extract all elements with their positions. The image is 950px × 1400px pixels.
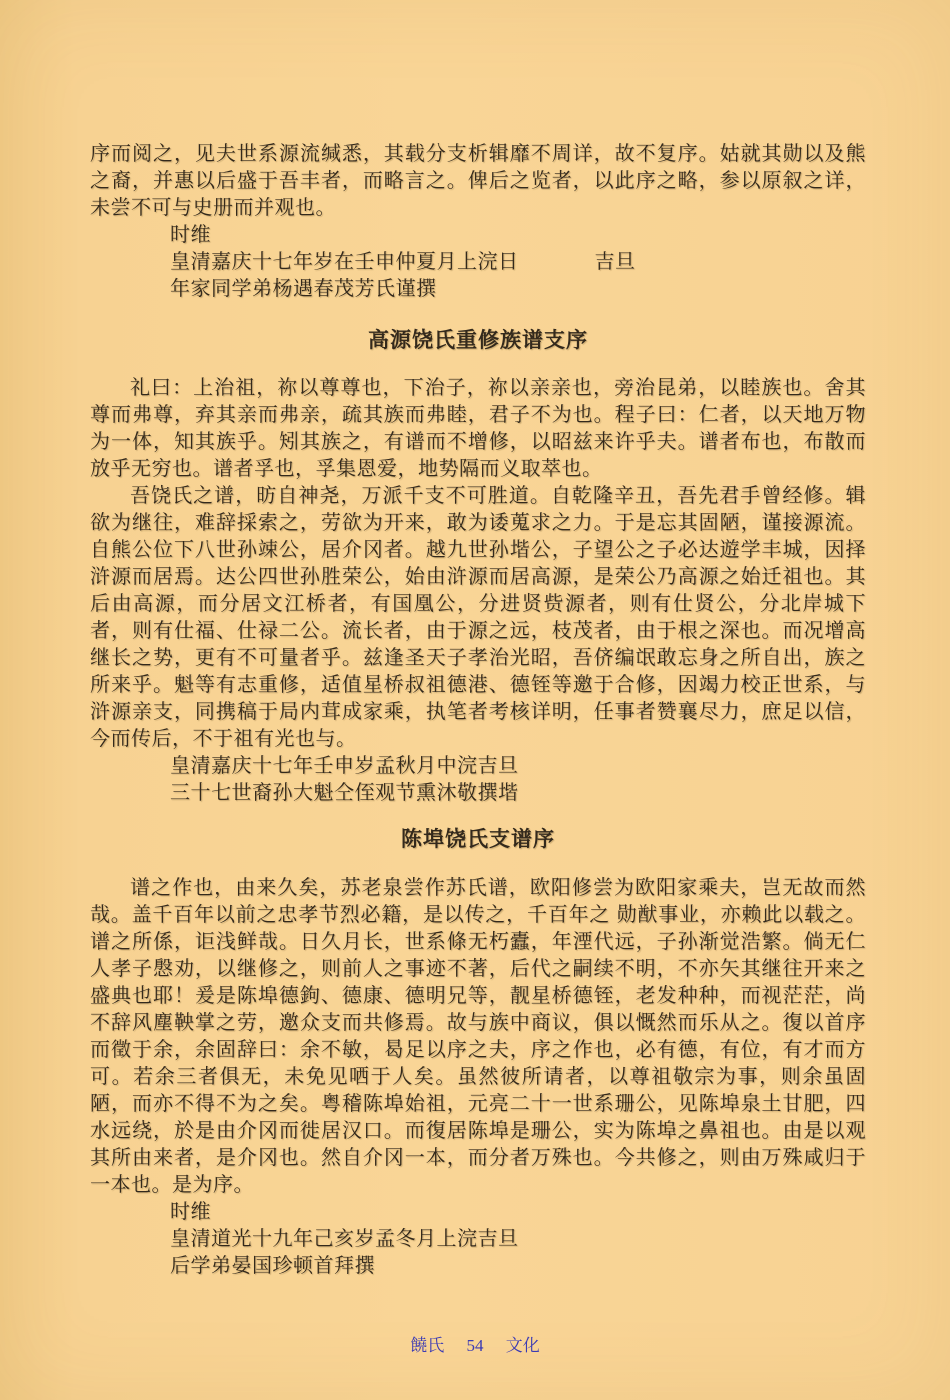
gaoyuan-paragraph-2: 吾饶氏之谱，昉自神尧，万派千支不可胜道。自乾隆辛丑，吾先君手曾经修。辑欲为继往，难辞採索之，劳欲为开来，敢为诿蒐求之力。于是忘其固陋，谨接源流。自熊公位下八世孙竦公，居介冈者。越九世孙堦公，子望公之子必达遊学丰城，因择浒源而居焉。达公四世孙胜荣公，始由浒源而居高源，是荣公乃高源之始迁祖也。其后由高源，而分居文江桥者，有国凰公，分进贤赀源者，则有仕贤公，分北岸城下者，则有仕福、仕禄二公。流长者，由于源之远，枝茂者，由于根之深也。而况增高继长之势，更有不可量者乎。兹逢圣天子孝治光昭，吾侪编氓敢忘身之所自出，族之所来乎。魁等有志重修，适值星桥叔祖德港、德铚等邀于合修，因竭力校正世系，与浒源亲支，同携稿于局内茸成家乘，执笔者考核详明，任事者赞襄尽力，庶足以信，今而传后，不于祖有光也与。	[90, 485, 866, 750]
chenbu-shiwei-line: 时维	[170, 1201, 211, 1223]
intro-date-suffix: 吉旦	[594, 251, 636, 273]
page-text-content	[90, 141, 866, 1280]
gaoyuan-signature-line: 三十七世裔孙大魁仝侄观节熏沐敬撰堦	[170, 782, 519, 804]
gaoyuan-date-line: 皇清嘉庆十七年壬申岁孟秋月中浣吉旦	[170, 755, 519, 777]
chenbu-date-line: 皇清道光十九年己亥岁孟冬月上浣吉旦	[170, 1228, 519, 1250]
footer-section-label: 文化	[505, 1336, 540, 1355]
section-title-gaoyuan: 高源饶氏重修族谱支序	[368, 329, 588, 352]
footer-page-number: 54	[466, 1336, 484, 1355]
intro-signature-line: 年家同学弟杨遇春茂芳氏谨撰	[170, 278, 437, 300]
chenbu-paragraph-1: 谱之作也，由来久矣，苏老泉尝作苏氏谱，欧阳修尝为欧阳家乘夫，岂无故而然哉。盖千百年以前之忠孝节烈必籍，是以传之，千百年之 勋猷事业，亦赖此以载之。谱之所係，讵浅鲜哉。日久月长，世系條无朽蠹，年湮代远，子孙渐觉浩繁。倘无仁人孝子慇劝，以继修之，则前人之事迹不著，后代之嗣续不明，不亦矢其继往开来之盛典也耶！爰是陈埠德鉤、德康、德明兄等，靓星桥德铚，老发种种，而视茫茫，尚不辞风塵鞅掌之劳，邀众支而共修焉。故与族中商议，俱以慨然而乐从之。復以首序而徵于余，余固辞曰：余不敏，曷足以序之夫，序之作也，必有德，有位，有才而方可。若余三者俱无，未免见哂于人矣。虽然彼所请者，以尊祖敬宗为事，则余虽固陋，而亦不得不为之矣。粤稽陈埠始祖，元亮二十一世系珊公，见陈埠泉土甘肥，四水远绕，於是由介冈而徙居汉口。而復居陈埠是珊公，实为陈埠之鼻祖也。由是以观其所由来者，是介冈也。然自介冈一本，而分者万殊也。今共修之，则由万殊咸归于一本也。是为序。	[90, 877, 866, 1196]
intro-date-text: 皇清嘉庆十七年岁在壬申仲夏月上浣日	[170, 251, 519, 273]
gaoyuan-paragraph-1: 礼曰：上治祖，祢以尊尊也，下治子，祢以亲亲也，旁治昆弟，以睦族也。舍其尊而弗尊，弃其亲而弗亲，疏其族而弗睦，君子不为也。程子曰：仁者，以天地万物为一体，知其族乎。矧其族之，有谱而不增修，以昭兹来许乎夫。谱者布也，布散而放乎无穷也。谱者孚也，孚集恩爱，地势隔而义取萃也。	[90, 377, 866, 480]
chenbu-signature-line: 后学弟晏国珍顿首拜撰	[170, 1255, 375, 1277]
intro-shiwei-line: 时维	[170, 224, 211, 246]
footer-book-title: 饒氏	[410, 1336, 445, 1355]
page-footer	[0, 1336, 950, 1356]
intro-continuation-paragraph: 序而阅之，见夫世系源流缄悉，其载分支析辑靡不周详，故不复序。姑就其勋以及熊之裔，并惠以后盛于吾丰者，而略言之。俾后之览者，以此序之略，参以原叙之详，未尝不可与史册而并观也。	[90, 143, 866, 219]
intro-date-line	[90, 249, 866, 276]
section-title-chenbu: 陈埠饶氏支谱序	[401, 828, 555, 851]
